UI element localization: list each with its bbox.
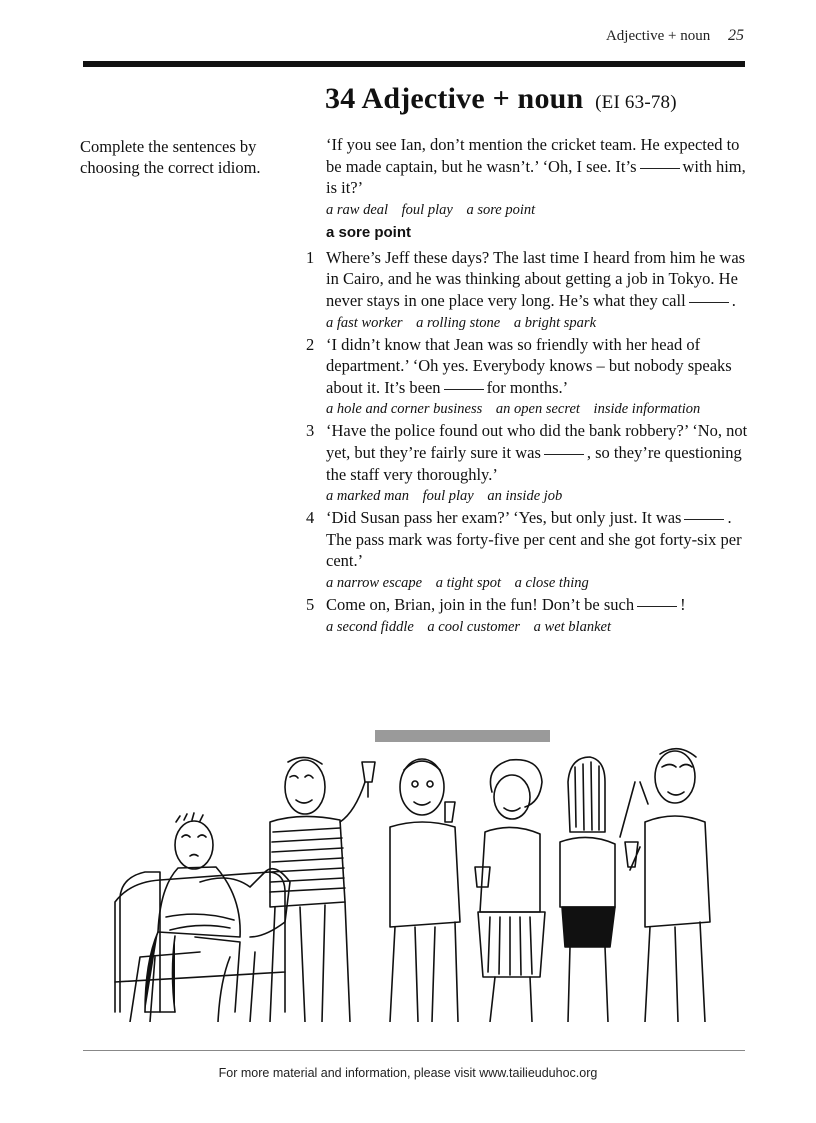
sofa: [115, 872, 285, 1012]
running-head: [606, 27, 744, 45]
question-text-before: Where’s Jeff these days? The last time I heard from him he was in Cairo, and he was thinking about getting a job in Tokyo. He never stays in one place very long. He’s what they call: [326, 247, 746, 310]
page-number: 25: [728, 27, 744, 44]
option: an inside job: [487, 488, 563, 505]
exercise-content: [306, 134, 751, 638]
question-sentence: [326, 420, 751, 485]
example-sentence: [326, 134, 751, 199]
question-item: [306, 420, 751, 507]
v-sign-man-figure: [625, 749, 710, 1022]
question-number: 3: [306, 421, 315, 441]
question-text-after: . The pass mark was forty-five per cent and she got forty-six per cent.’: [326, 508, 742, 571]
option: a close thing: [514, 574, 589, 591]
option: a marked man: [326, 488, 409, 505]
footer-text: For more material and information, please visit www.tailieuduhoc.org: [218, 1066, 598, 1080]
option: a fast worker: [326, 314, 403, 331]
answer-blank: [684, 519, 724, 520]
question-number: 5: [306, 594, 315, 614]
question-text-before: Come on, Brian, join in the fun! Don’t be such: [326, 594, 635, 614]
question-text-after: .: [731, 290, 736, 310]
bottom-rule: [83, 1050, 745, 1051]
question-sentence: [326, 247, 751, 312]
top-rule: [83, 61, 745, 67]
option: a bright spark: [513, 314, 597, 331]
option: a tight spot: [435, 574, 502, 591]
curly-hair-woman-figure: [475, 760, 545, 1022]
question-options: [326, 398, 751, 420]
question-text-after: for months.’: [486, 377, 569, 397]
option: a hole and corner business: [326, 401, 483, 418]
question-item: [306, 334, 751, 421]
question-options: [326, 485, 751, 507]
question-text-before: ‘Have the police found out who did the bank robbery?’ ‘No, not yet, but they’re fairly sure it was: [326, 421, 748, 462]
option: a cool customer: [427, 618, 521, 635]
party-illustration: [100, 722, 740, 1022]
example-text-after: with him, is it?’: [326, 156, 746, 198]
unit-heading: [325, 82, 677, 116]
question-text-before: ‘I didn’t know that Jean was so friendly with her head of department.’ ‘Oh yes. Everybody knows – but nobody speaks about it. It’s been: [326, 334, 732, 397]
seated-man-figure: [120, 813, 290, 1022]
option: a wet blanket: [533, 618, 611, 635]
question-text-after: , so they’re questioning the staff very thoroughly.’: [326, 442, 742, 484]
dark-skirt-woman-figure: [560, 757, 648, 1022]
answer-blank: [544, 454, 584, 455]
instruction-text: Complete the sentences by choosing the correct idiom.: [80, 137, 261, 177]
question-number: 1: [306, 247, 315, 267]
question-text-after: !: [680, 594, 686, 614]
option: a sore point: [466, 201, 536, 218]
option: a narrow escape: [326, 574, 423, 591]
unit-title: Adjective + noun: [361, 82, 584, 115]
option: foul play: [401, 201, 453, 218]
answer-blank: [444, 389, 484, 390]
ceiling-light: [375, 730, 550, 742]
question-number: 4: [306, 508, 315, 528]
question-sentence: [326, 507, 751, 572]
option: a rolling stone: [416, 314, 501, 331]
example-item: [326, 134, 751, 245]
short-hair-woman-figure: [390, 759, 460, 1022]
question-item: [306, 507, 751, 594]
question-options: [326, 572, 751, 594]
example-text-before: ‘If you see Ian, don’t mention the cricket team. He expected to be made captain, but he wasn’t.’ ‘Oh, I see. It’s: [326, 135, 740, 176]
running-title: Adjective + noun: [605, 28, 711, 44]
option: a raw deal: [326, 201, 389, 218]
question-number: 2: [306, 334, 315, 354]
option: inside information: [593, 401, 701, 418]
answer-blank: [637, 606, 677, 607]
question-options: [326, 312, 751, 334]
option: a second fiddle: [326, 618, 414, 635]
answer-blank: [689, 302, 729, 303]
question-sentence: [326, 334, 751, 399]
unit-number: 34: [325, 82, 356, 115]
question-sentence: [326, 594, 751, 616]
question-item: [306, 594, 751, 638]
question-item: [306, 247, 751, 334]
question-options: [326, 616, 751, 638]
example-options: [326, 199, 751, 221]
option: foul play: [422, 488, 474, 505]
question-text-before: ‘Did Susan pass her exam?’ ‘Yes, but only just. It was: [326, 508, 682, 528]
option: an open secret: [495, 401, 580, 418]
example-answer: a sore point: [326, 223, 412, 241]
answer-blank: [640, 168, 680, 169]
unit-reference: (EI 63-78): [595, 92, 677, 113]
